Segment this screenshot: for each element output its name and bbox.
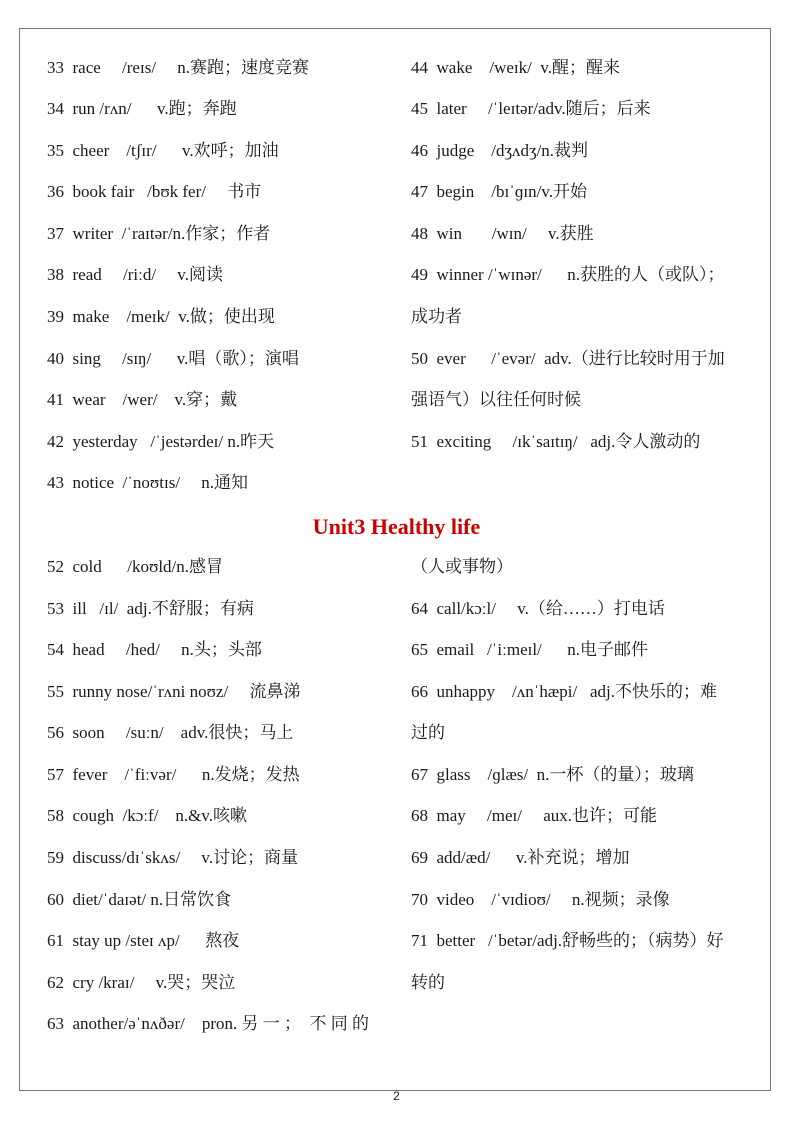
vocab-entry: 44 wake /weɪk/ v.醒；醒来 xyxy=(411,58,621,77)
vocab-entry: 57 fever /ˈfiːvər/ n.发烧；发热 xyxy=(47,765,300,784)
vocab-entry: 53 ill /ɪl/ adj.不舒服；有病 xyxy=(47,599,254,618)
vocab-entry: 37 writer /ˈraɪtər/n.作家；作者 xyxy=(47,224,271,243)
vocab-entry: 56 soon /suːn/ adv.很快；马上 xyxy=(47,723,294,742)
vocab-entry: 41 wear /wer/ v.穿；戴 xyxy=(47,390,238,409)
vocab-entry: 39 make /meɪk/ v.做；使出现 xyxy=(47,307,275,326)
vocab-entry: 42 yesterday /ˈjestərdeɪ/ n.昨天 xyxy=(47,432,275,451)
vocab-entry: 59 discuss/dɪˈskʌs/ v.讨论；商量 xyxy=(47,848,299,867)
vocab-entry: 67 glass /ɡlæs/ n.一杯（的量）；玻璃 xyxy=(411,765,694,784)
vocab-entry: 69 add/æd/ v.补充说；增加 xyxy=(411,848,630,867)
unit-heading: Unit3 Healthy life xyxy=(312,514,481,539)
vocab-entry-continued: （人或事物） xyxy=(411,557,513,576)
vocab-entry: 54 head /hed/ n.头；头部 xyxy=(47,640,262,659)
vocab-entry: 60 diet/ˈdaɪət/ n.日常饮食 xyxy=(47,890,232,909)
vocab-entry: 48 win /wɪn/ v.获胜 xyxy=(411,224,594,243)
vocab-entry-continued: 成功者 xyxy=(411,307,462,326)
vocab-entry: 33 race /reɪs/ n.赛跑；速度竞赛 xyxy=(47,58,310,77)
vocab-entry: 36 book fair /bʊk fer/ 书市 xyxy=(47,182,262,201)
vocab-entry: 55 runny nose/ˈrʌni noʊz/ 流鼻涕 xyxy=(47,682,301,701)
vocab-entry: 71 better /ˈbetər/adj.舒畅些的；（病势）好 xyxy=(411,931,724,950)
vocab-entry: 70 video /ˈvɪdioʊ/ n.视频；录像 xyxy=(411,890,670,909)
vocab-entry: 46 judge /dʒʌdʒ/n.裁判 xyxy=(411,141,589,160)
vocab-entry: 47 begin /bɪˈɡɪn/v.开始 xyxy=(411,182,587,201)
vocab-entry: 61 stay up /steɪ ʌp/ 熬夜 xyxy=(47,931,240,950)
vocab-entry: 50 ever /ˈevər/ adv.（进行比较时用于加 xyxy=(411,349,725,368)
vocab-entry-continued: 转的 xyxy=(411,973,445,992)
vocab-entry: 62 cry /kraɪ/ v.哭；哭泣 xyxy=(47,973,236,992)
vocab-entry: 49 winner /ˈwɪnər/ n.获胜的人（或队）； xyxy=(411,265,725,284)
vocab-entry: 63 another/əˈnʌðər/ pron. 另 一 ； 不 同 的 xyxy=(47,1014,369,1033)
vocab-entry: 43 notice /ˈnoʊtɪs/ n.通知 xyxy=(47,473,249,492)
vocab-entry: 52 cold /koʊld/n.感冒 xyxy=(47,557,224,576)
vocab-entry: 38 read /riːd/ v.阅读 xyxy=(47,265,223,284)
vocab-entry: 65 email /ˈiːmeɪl/ n.电子邮件 xyxy=(411,640,649,659)
vocab-entry: 45 later /ˈleɪtər/adv.随后；后来 xyxy=(411,99,651,118)
vocab-entry: 40 sing /sɪŋ/ v.唱（歌）；演唱 xyxy=(47,349,299,368)
vocab-entry: 34 run /rʌn/ v.跑；奔跑 xyxy=(47,99,237,118)
vocab-entry: 51 exciting /ɪkˈsaɪtɪŋ/ adj.令人激动的 xyxy=(411,432,701,451)
vocab-entry-continued: 过的 xyxy=(411,723,445,742)
vocab-entry-continued: 强语气）以往任何时候 xyxy=(411,390,581,409)
page-number: 2 xyxy=(393,1089,400,1103)
vocab-entry: 66 unhappy /ʌnˈhæpi/ adj.不快乐的；难 xyxy=(411,682,717,701)
vocab-entry: 58 cough /kɔːf/ n.&v.咳嗽 xyxy=(47,806,248,825)
vocab-entry: 64 call/kɔːl/ v.（给……）打电话 xyxy=(411,599,665,618)
vocab-entry: 68 may /meɪ/ aux.也许；可能 xyxy=(411,806,658,825)
vocab-entry: 35 cheer /tʃɪr/ v.欢呼；加油 xyxy=(47,141,279,160)
